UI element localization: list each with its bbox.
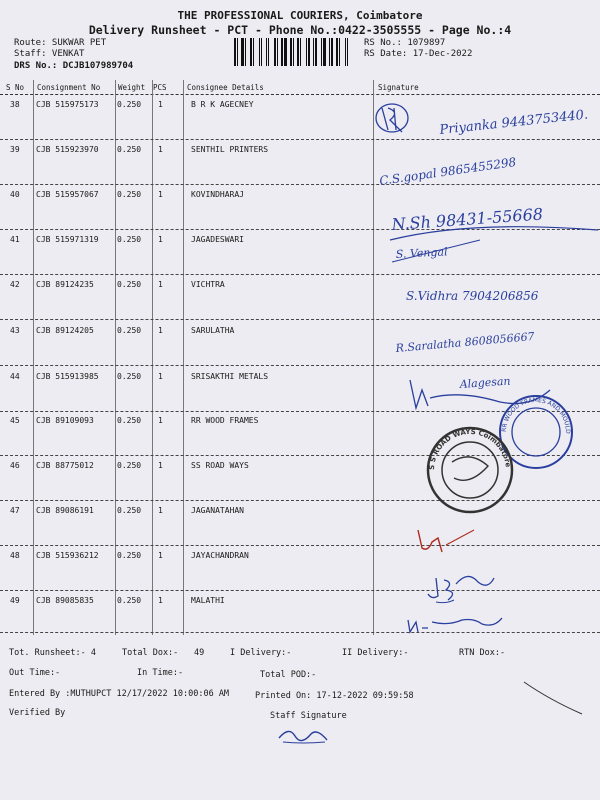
barcode-bar [268, 38, 269, 66]
barcode-bar [327, 38, 328, 66]
stamp-ss-roadways [428, 428, 512, 512]
barcode-bar [339, 38, 340, 66]
signature-text: S.Vidhra 7904206856 [406, 289, 539, 303]
row-weight: 0.250 [117, 145, 142, 154]
row-consignee: SENTHIL PRINTERS [191, 145, 269, 154]
barcode-bar [313, 38, 314, 66]
barcode-bar [341, 38, 344, 66]
col-weight: Weight [118, 83, 146, 92]
row-consignee: B R K AGECNEY [191, 100, 254, 109]
row-consignee: JAGANATAHAN [191, 506, 244, 515]
row-pcs: 1 [158, 190, 163, 199]
tot-runsheet: Tot. Runsheet:- 4 [9, 648, 96, 658]
total-dox-value: 49 [194, 648, 205, 658]
row-sno: 39 [10, 145, 20, 154]
barcode-bar [250, 38, 252, 66]
row-consignee: JAGADESWARI [191, 235, 244, 244]
barcode [234, 38, 358, 66]
row-consignee: RR WOOD FRAMES [191, 416, 259, 425]
barcode-bar [255, 38, 258, 66]
barcode-bar [336, 38, 338, 66]
stamp-rr-wood-frames [367, 85, 572, 471]
barcode-bar [329, 38, 330, 66]
row-sno: 47 [10, 506, 20, 515]
drs-number: DRS No.: DCJB107989704 [14, 61, 134, 71]
row-consignment-no: CJB 89124205 [36, 326, 94, 335]
row-pcs: 1 [158, 416, 163, 425]
row-weight: 0.250 [117, 506, 142, 515]
barcode-bar [323, 38, 326, 66]
barcode-bar [239, 38, 240, 66]
barcode-bar [234, 38, 236, 66]
barcode-bar [347, 38, 348, 66]
signature-text: R.Saralatha 8608056667 [395, 329, 536, 355]
col-consignment: Consignment No [37, 83, 101, 92]
row-weight: 0.250 [117, 190, 142, 199]
row-pcs: 1 [158, 100, 163, 109]
rs-number: RS No.: 1079897 [364, 38, 446, 48]
barcode-bar [253, 38, 254, 66]
row-consignment-no: CJB 515957067 [36, 190, 99, 199]
row-weight: 0.250 [117, 235, 142, 244]
stamp-text: S S ROAD WAYS Coimbatore [427, 427, 512, 471]
company-title: THE PROFESSIONAL COURIERS, Coimbatore [177, 9, 423, 22]
row-pcs: 1 [158, 506, 163, 515]
verified-by: Verified By [9, 708, 66, 718]
row-pcs: 1 [158, 461, 163, 470]
row-sno: 46 [10, 461, 20, 470]
col-pcs: PCS [153, 83, 167, 92]
row-consignment-no: CJB 88775012 [36, 461, 94, 470]
barcode-bar [293, 38, 294, 66]
row-consignment-no: CJB 89109093 [36, 416, 94, 425]
row-consignee: SRISAKTHI METALS [191, 372, 269, 381]
signature-text: C.S.gopal 9865455298 [378, 154, 517, 188]
printed-on: Printed On: 17-12-2022 09:59:58 [255, 691, 414, 701]
col-consignee: Consignee Details [187, 83, 264, 92]
row-sno: 44 [10, 372, 20, 381]
barcode-bar [290, 38, 292, 66]
barcode-bar [311, 38, 312, 66]
row-consignment-no: CJB 515936212 [36, 551, 99, 560]
barcode-bar [331, 38, 333, 66]
row-weight: 0.250 [117, 551, 142, 560]
barcode-bar [295, 38, 296, 66]
row-weight: 0.250 [117, 461, 142, 470]
barcode-bar [306, 38, 307, 66]
barcode-bar [237, 38, 238, 66]
barcode-bar [315, 38, 317, 66]
row-consignee: VICHTRA [191, 280, 225, 289]
signature-text: Priyanka 9443753440. [438, 107, 589, 138]
row-consignment-no: CJB 515923970 [36, 145, 99, 154]
barcode-bar [279, 38, 280, 66]
barcode-bar [259, 38, 260, 66]
row-consignment-no: CJB 89124235 [36, 280, 94, 289]
barcode-bar [277, 38, 278, 66]
row-consignment-no: CJB 89086191 [36, 506, 94, 515]
barcode-bar [261, 38, 262, 66]
row-pcs: 1 [158, 280, 163, 289]
signature-text: N.Sh 98431-55668 [390, 204, 544, 234]
row-weight: 0.250 [117, 416, 142, 425]
barcode-bar [318, 38, 320, 66]
route-label: Route: SUKWAR PET [14, 38, 107, 48]
signature-scribble [408, 618, 502, 632]
row-pcs: 1 [158, 326, 163, 335]
total-dox-label: Total Dox:- [122, 648, 179, 658]
row-consignee: SS ROAD WAYS [191, 461, 249, 470]
staff-signature-scribble [275, 722, 335, 752]
in-time: In Time:- [137, 668, 184, 678]
row-consignment-no: CJB 89085835 [36, 596, 94, 605]
barcode-bar [266, 38, 267, 66]
staff-signature-label: Staff Signature [270, 711, 347, 721]
barcode-bar [284, 38, 287, 66]
row-sno: 38 [10, 100, 20, 109]
row-sno: 40 [10, 190, 20, 199]
runsheet-subtitle: Delivery Runsheet - PCT - Phone No.:0422-3505555 - Page No.:4 [88, 23, 512, 37]
row-sno: 49 [10, 596, 20, 605]
ii-delivery: II Delivery:- [342, 648, 409, 658]
row-consignee: KOVINDHARAJ [191, 190, 244, 199]
barcode-bar [263, 38, 265, 66]
row-consignee: SARULATHA [191, 326, 235, 335]
barcode-bar [297, 38, 299, 66]
row-weight: 0.250 [117, 326, 142, 335]
signature-text: Alagesan [459, 374, 511, 391]
barcode-bar [349, 38, 351, 66]
i-delivery: I Delivery:- [230, 648, 292, 658]
col-signature: Signature [378, 83, 419, 92]
barcode-bar [247, 38, 249, 66]
row-weight: 0.250 [117, 596, 142, 605]
entered-by: Entered By :MUTHUPCT 12/17/2022 10:00:06 AM [9, 689, 230, 699]
barcode-bar [334, 38, 335, 66]
row-consignment-no: CJB 515971319 [36, 235, 99, 244]
row-sno: 41 [10, 235, 20, 244]
barcode-bar [270, 38, 273, 66]
row-consignment-no: CJB 515975173 [36, 100, 99, 109]
row-sno: 48 [10, 551, 20, 560]
barcode-bar [302, 38, 305, 66]
signature-text: S. Vengal [395, 245, 448, 261]
row-pcs: 1 [158, 551, 163, 560]
signature-scribble [418, 530, 442, 552]
corner-mark [520, 680, 590, 720]
barcode-bar [274, 38, 276, 66]
barcode-bar [300, 38, 301, 66]
row-consignment-no: CJB 515913985 [36, 372, 99, 381]
barcode-bar [321, 38, 322, 66]
barcode-bar [345, 38, 346, 66]
signature-scribble [428, 576, 494, 600]
row-weight: 0.250 [117, 280, 142, 289]
staff-label: Staff: VENKAT [14, 49, 85, 59]
rs-date: RS Date: 17-Dec-2022 [364, 49, 473, 59]
row-consignee: JAYACHANDRAN [191, 551, 249, 560]
out-time: Out Time:- [9, 668, 61, 678]
signature-scribble [436, 600, 454, 603]
row-pcs: 1 [158, 596, 163, 605]
row-consignee: MALATHI [191, 596, 225, 605]
col-sno: S No [6, 83, 25, 92]
row-weight: 0.250 [117, 100, 142, 109]
total-pod: Total POD:- [260, 670, 317, 680]
rtn-dox: RTN Dox:- [459, 648, 506, 658]
row-weight: 0.250 [117, 372, 142, 381]
signature-scribble [446, 530, 474, 545]
row-pcs: 1 [158, 145, 163, 154]
row-sno: 43 [10, 326, 20, 335]
row-pcs: 1 [158, 235, 163, 244]
row-sno: 42 [10, 280, 20, 289]
barcode-bar [288, 38, 289, 66]
barcode-bar [308, 38, 310, 66]
signature-scribble [376, 104, 408, 132]
row-sno: 45 [10, 416, 20, 425]
stamp-text: RR WOOD FRAMES AND MOULDINGS [367, 85, 572, 434]
barcode-bar [281, 38, 283, 66]
row-pcs: 1 [158, 372, 163, 381]
barcode-bar [241, 38, 244, 66]
barcode-bar [245, 38, 246, 66]
